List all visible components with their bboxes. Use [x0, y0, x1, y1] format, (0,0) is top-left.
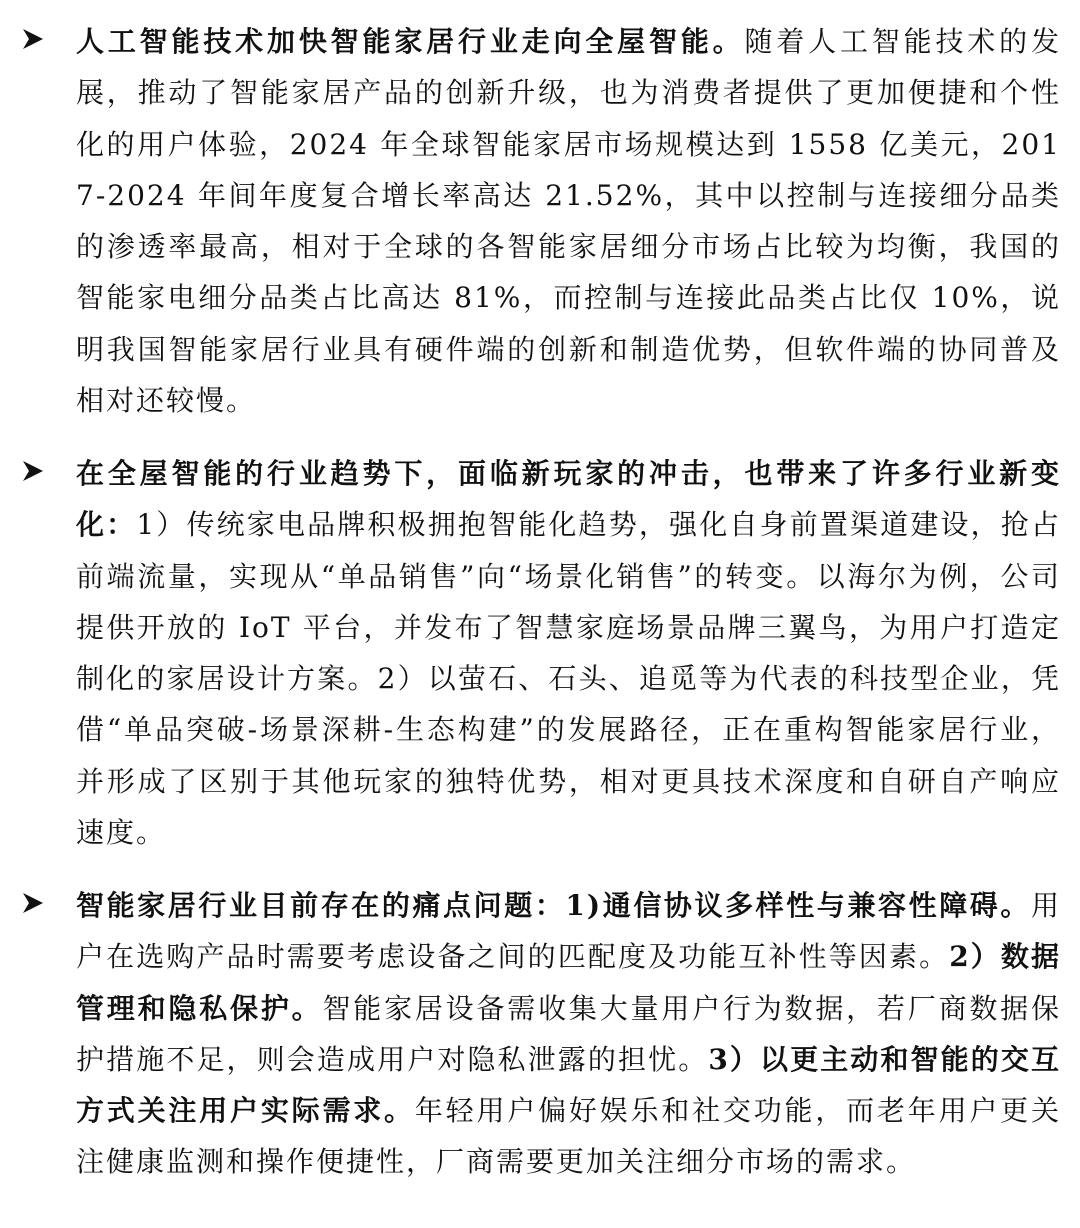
bullet-body: 随着人工智能技术的发展，推动了智能家居产品的创新升级，也为消费者提供了更加便捷和个性化的用户体验，2024 年全球智能家居市场规模达到 1558 亿美元，2017-2024 年间年度复合增长率高达 21.52%，其中以控制与连接细分品类的渗透率最高，相对于全球的各智能家居细分市场占比较为均衡，我国的智能家电细分品类占比高达 81%，而控制与连接此品类占比仅 10%，说明我国智能家居行业具有硬件端的创新和制造优势，但软件端的协同普及相对还较慢。 — [76, 25, 1061, 418]
arrow-bullet-icon — [22, 892, 44, 914]
bullet-subheading: 3）以更主动和智能的交互方式关注用户实际需求。 — [76, 1042, 1061, 1128]
arrow-bullet-icon — [22, 460, 44, 482]
bullet-paragraph — [76, 16, 1061, 426]
bullet-paragraph — [76, 880, 1061, 1188]
bullet-body: 年轻用户偏好娱乐和社交功能，而老年用户更关注健康监测和操作便捷性，厂商需要更加关注细分市场的需求。 — [76, 1094, 1061, 1179]
bullet-subheading: 2）数据管理和隐私保护。 — [76, 940, 1061, 1025]
bullet-paragraph — [76, 448, 1061, 858]
bullet-body: 智能家居设备需收集大量用户行为数据，若厂商数据保护措施不足，则会造成用户对隐私泄露的担忧。 — [76, 991, 1061, 1076]
bullet-body: 1）传统家电品牌积极拥抱智能化趋势，强化自身前置渠道建设，抢占前端流量，实现从“单品销售”向“场景化销售”的转变。以海尔为例，公司提供开放的 IoT 平台，并发布了智慧家庭场景品牌三翼鸟，为用户打造定制化的家居设计方案。2）以萤石、石头、追觅等为代表的科技型企业，凭借“单品突破-场景深耕-生态构建”的发展路径，正在重构智能家居行业，并形成了区别于其他玩家的独特优势，相对更具技术深度和自研自产响应速度。 — [76, 508, 1061, 850]
bullet-heading: 在全屋智能的行业趋势下，面临新玩家的冲击，也带来了许多行业新变化： — [76, 457, 1061, 542]
bullet-body: 用户在选购产品时需要考虑设备之间的匹配度及功能互补性等因素。 — [76, 889, 1061, 974]
bullet-heading: 人工智能技术加快智能家居行业走向全屋智能。 — [76, 25, 745, 58]
arrow-bullet-icon — [22, 28, 44, 50]
bullet-heading: 智能家居行业目前存在的痛点问题：1)通信协议多样性与兼容性障碍。 — [76, 889, 1031, 922]
